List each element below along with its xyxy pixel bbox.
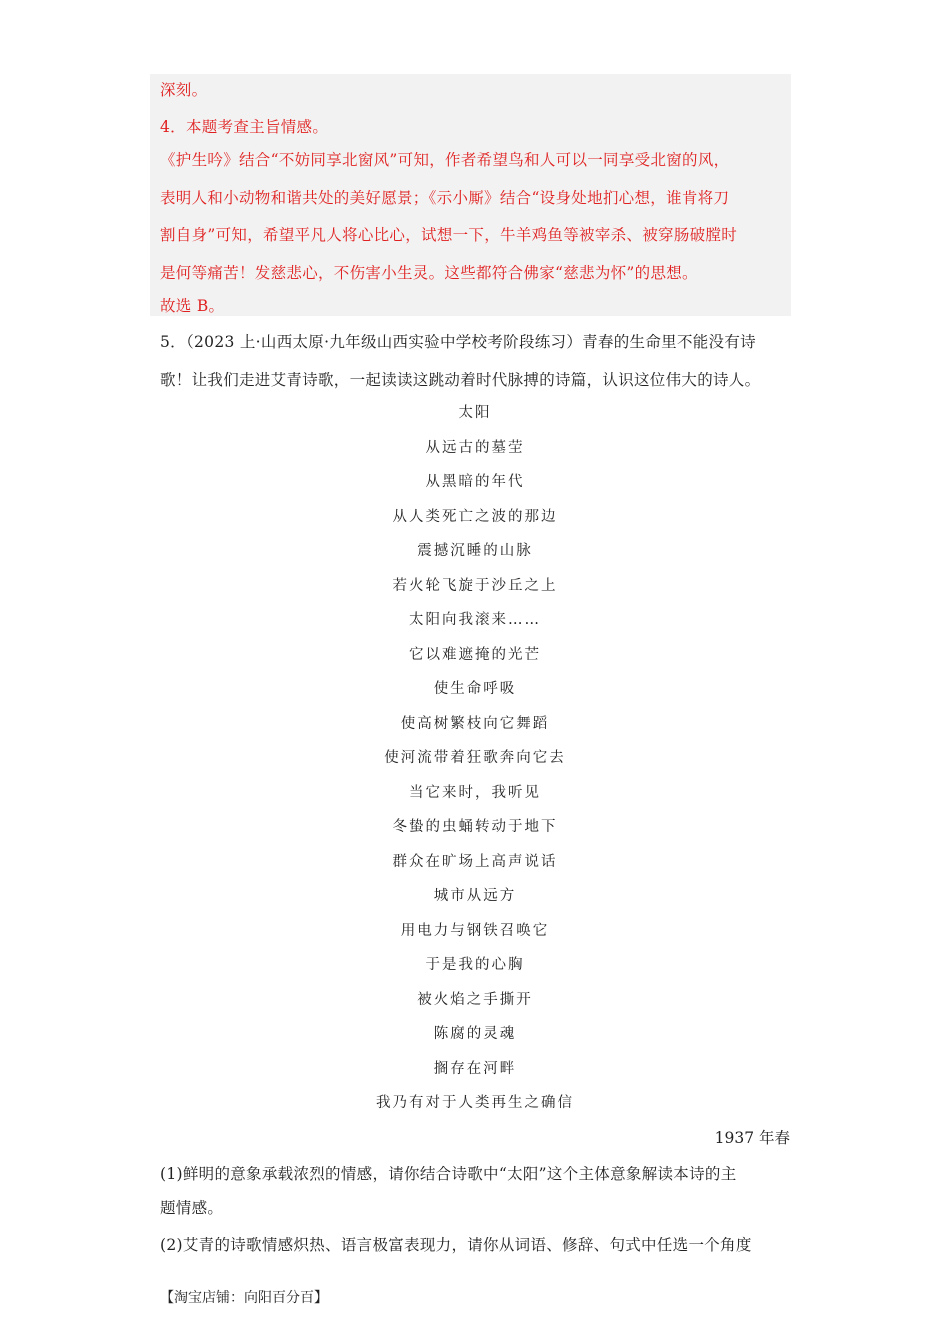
poem-line: 使高树繁枝向它舞蹈 — [400, 715, 550, 732]
poem-line: 从人类死亡之波的那边 — [392, 508, 558, 525]
poem-line: 太阳向我滚来…… — [409, 612, 541, 628]
poem-line: 搁存在河畔 — [433, 1060, 517, 1077]
poem-line: 用电力与钢铁召唤它 — [400, 922, 550, 939]
poem-line: 群众在旷场上高声说话 — [392, 853, 558, 870]
poem-line: 使河流带着狂歌奔向它去 — [384, 750, 566, 766]
answer-line: 4．本题考查主旨情感。 — [160, 118, 329, 136]
answer-line: 表明人和小动物和谐共处的美好愿景；《示小厮》结合“设身处地扪心想，谁肯将刀 — [160, 189, 730, 207]
poem-line: 陈腐的灵魂 — [433, 1026, 517, 1042]
sub-question-1: 题情感。 — [160, 1199, 224, 1217]
poem-line: 城市从远方 — [433, 888, 517, 904]
answer-line: 割自身”可知，希望平凡人将心比心，试想一下，牛羊鸡鱼等被宰杀、被穿肠破膛时 — [160, 226, 738, 244]
poem-line: 震撼沉睡的山脉 — [417, 543, 533, 559]
poem-line: 当它来时，我听见 — [409, 784, 541, 801]
answer-line: 《护生吟》结合“不妨同享北窗风”可知，作者希望鸟和人可以一同享受北窗的风， — [160, 151, 730, 169]
poem-line: 使生命呼吸 — [433, 681, 517, 697]
footer-shop-label: 【淘宝店铺：向阳百分百】 — [160, 1290, 328, 1306]
poem-line: 于是我的心胸 — [425, 957, 525, 973]
poem-line: 若火轮飞旋于沙丘之上 — [392, 577, 558, 594]
poem-line: 我乃有对于人类再生之确信 — [376, 1095, 574, 1111]
poem-line: 被火焰之手撕开 — [417, 991, 533, 1008]
sub-question-2: (2)艾青的诗歌情感炽热、语言极富表现力，请你从词语、修辞、句式中任选一个角度 — [160, 1236, 752, 1254]
answer-line: 故选 B。 — [160, 297, 225, 315]
poem-line: 从远古的墓茔 — [425, 439, 525, 456]
question-intro: 歌！让我们走进艾青诗歌，一起读读这跳动着时代脉搏的诗篇，认识这位伟大的诗人。 — [160, 371, 761, 389]
poem-line: 它以难遮掩的光芒 — [409, 646, 541, 663]
sub-question-1: (1)鲜明的意象承载浓烈的情感，请你结合诗歌中“太阳”这个主体意象解读本诗的主 — [160, 1165, 737, 1183]
poem-line: 从黑暗的年代 — [425, 474, 525, 490]
question-intro: 5．（2023 上·山西太原·九年级山西实验中学校考阶段练习）青春的生命里不能没有诗 — [160, 333, 756, 351]
poem-line: 冬蛰的虫蛹转动于地下 — [392, 819, 558, 835]
answer-line: 是何等痛苦！发慈悲心，不伤害小生灵。这些都符合佛家“慈悲为怀”的思想。 — [160, 264, 698, 282]
poem-date: 1937 年春 — [714, 1129, 790, 1147]
answer-line: 深刻。 — [160, 81, 208, 99]
poem-line: 太阳 — [458, 405, 492, 421]
